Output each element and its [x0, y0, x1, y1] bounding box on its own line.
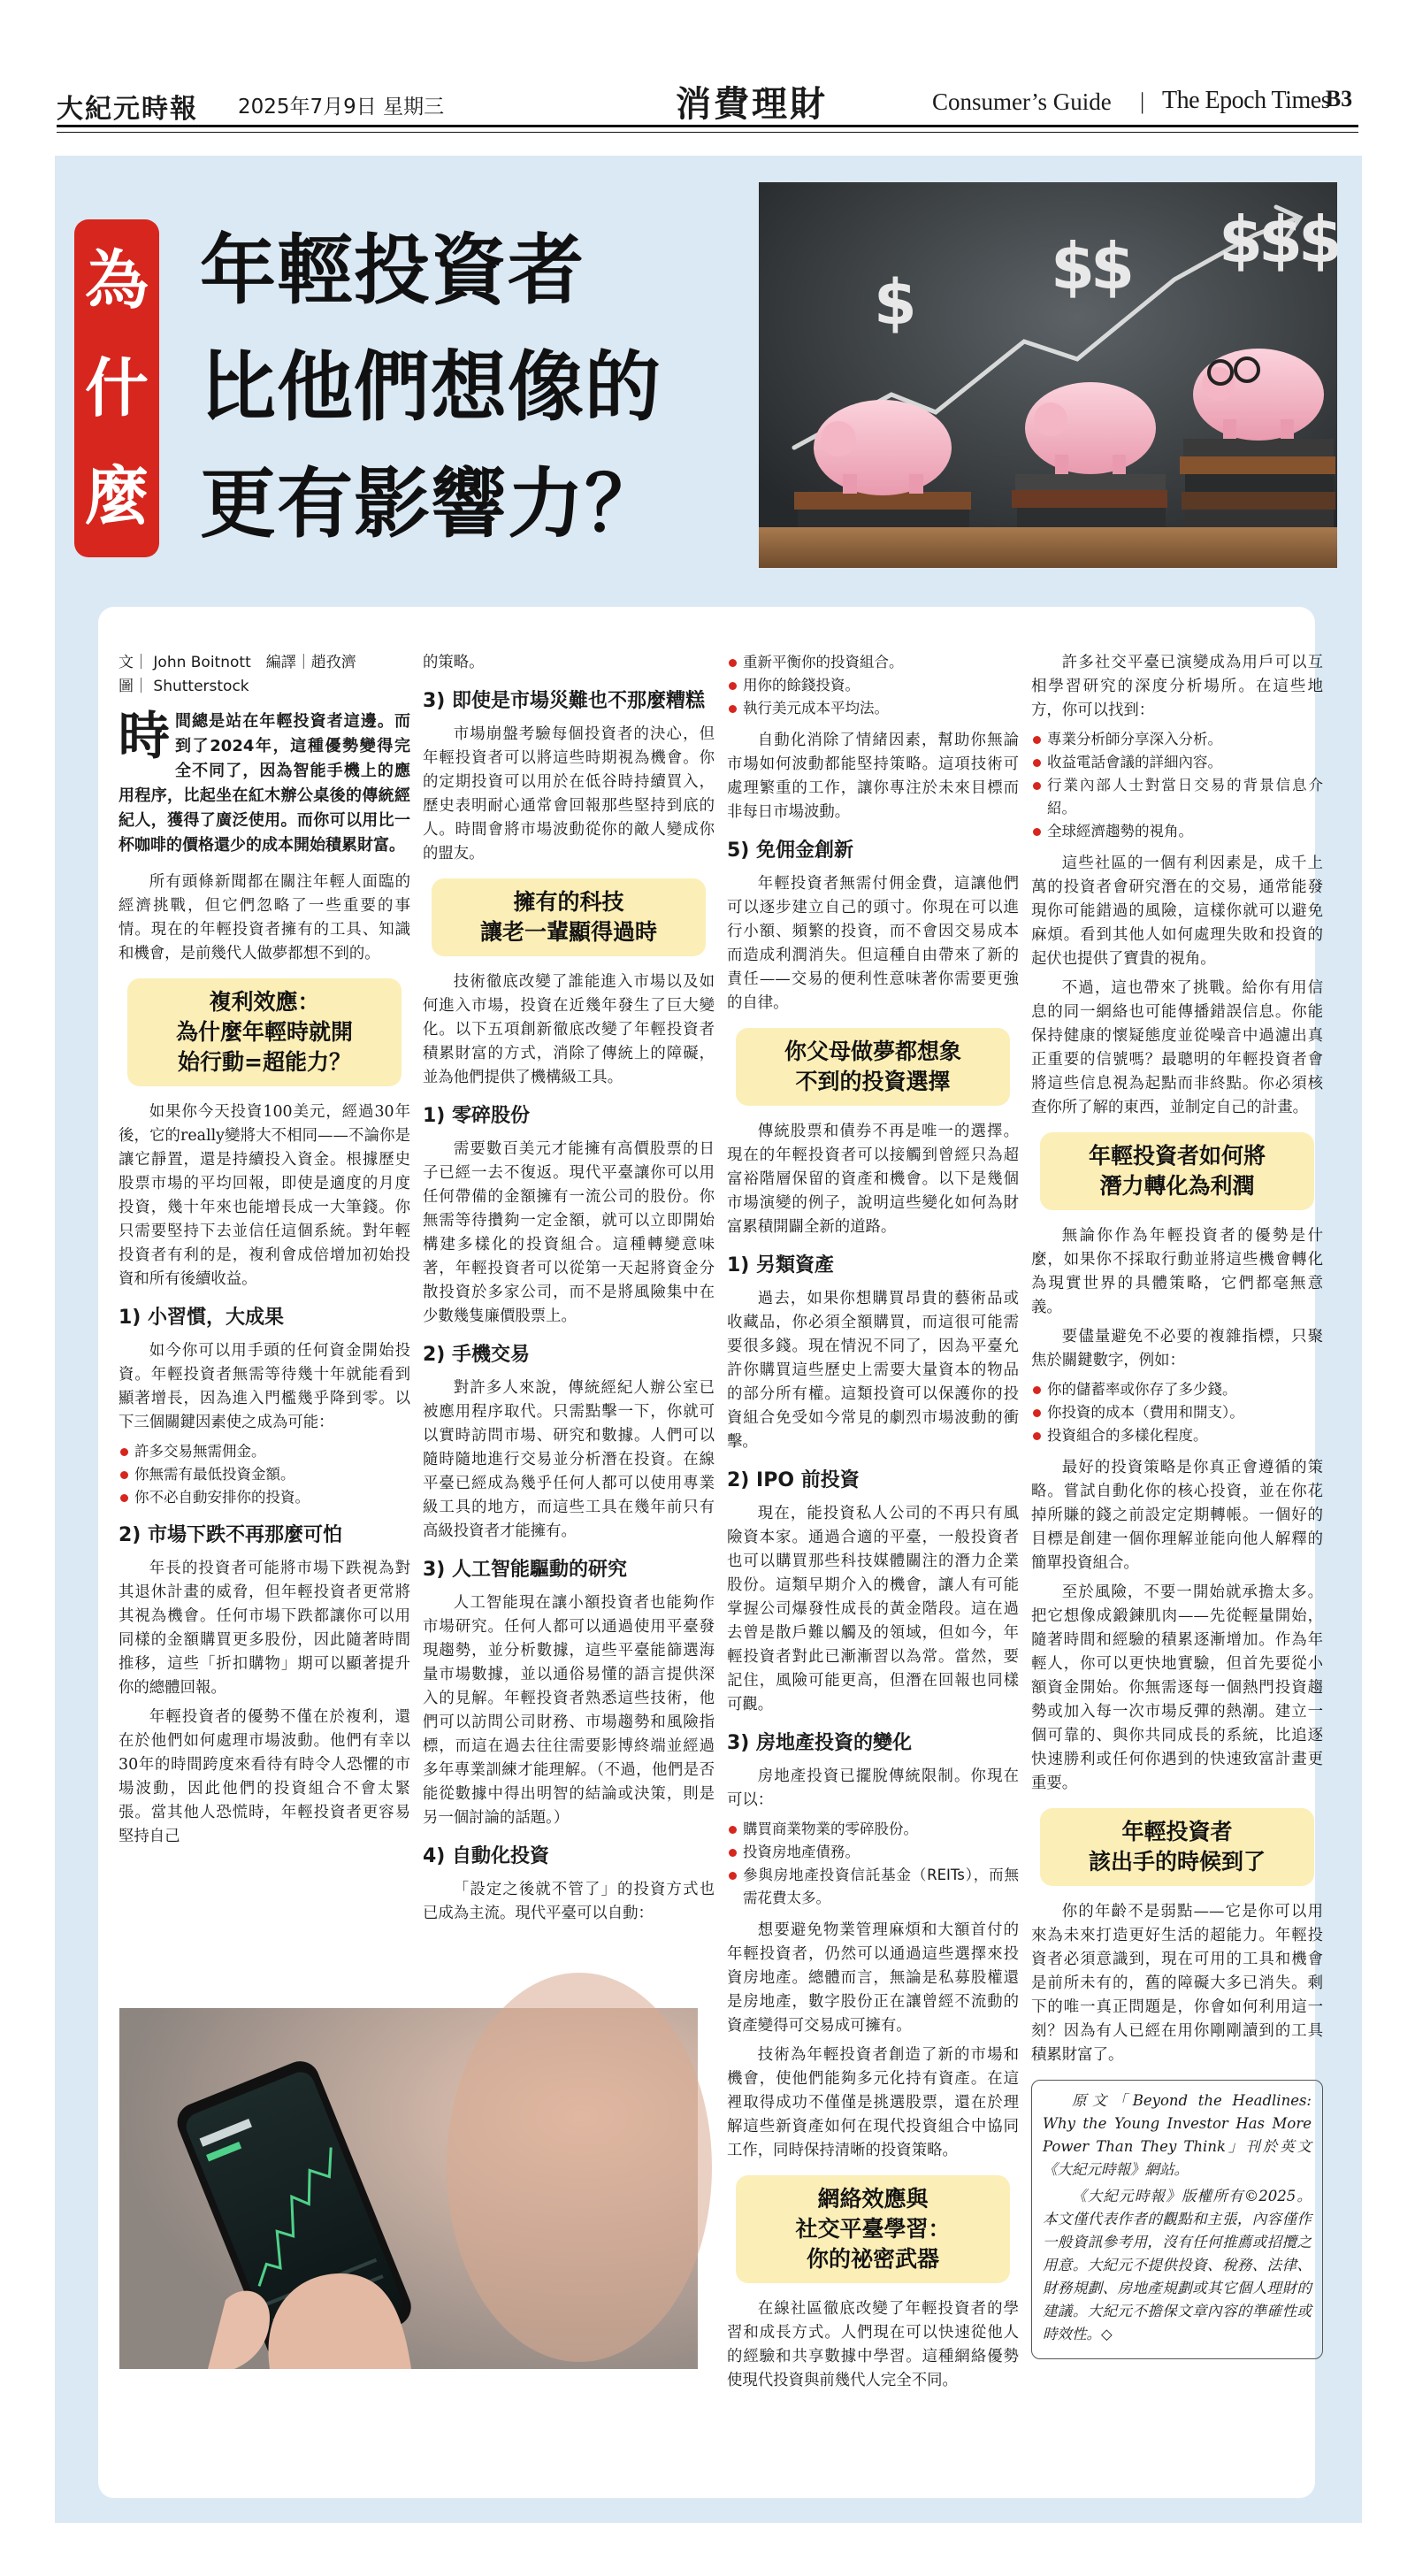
list-item: 你的儲蓄率或你存了多少錢。 [1031, 1378, 1323, 1401]
bullet-list [1031, 728, 1323, 843]
byline [119, 651, 410, 699]
svg-text:$: $ [1298, 203, 1343, 277]
issue-date: 2025年7月9日 星期三 [238, 96, 445, 119]
masthead-rule-thin [57, 132, 1358, 133]
list-item: 投資組合的多樣化程度。 [1031, 1424, 1323, 1447]
subheading: 1) 另類資產 [727, 1254, 835, 1276]
why-tag-char: 什 [84, 351, 149, 426]
headline-line: 比他們想像的 [200, 343, 662, 432]
callout-technology: 擁有的科技 讓老一輩顯得過時 [432, 878, 706, 956]
callout-network-effect: 網絡效應與 社交平臺學習： 你的祕密武器 [736, 2175, 1010, 2283]
paragraph: 至於風險，不要一開始就承擔太多。把它想像成鍛鍊肌肉——先從輕量開始，隨著時間和經驗的積累逐漸增加。作為年輕人，你可以更快地實驗，但首先要從小額資金開始。你無需逐每一個熱門投資趨勢或加入每一次市場反彈的熱潮。建立一個可靠的、與你共同成長的系統，比追逐快速勝利或任何你遇到的快速致富計畫更重要。 [1031, 1583, 1323, 1792]
headline-line: 年輕投資者 [200, 226, 585, 315]
paragraph: 年輕投資者的優勢不僅在於複利，還在於他們如何處理市場波動。他們有幸以30年的時間跨度來看待有時令人恐懼的市場波動，因此他們的投資組合不會太緊張。當其他人恐慌時，年輕投資者更容易堅持自己 [119, 1708, 410, 1845]
subheading: 1) 零碎股份 [423, 1105, 531, 1127]
subheading: 1) 小習慣，大成果 [119, 1307, 285, 1329]
paragraph: 最好的投資策略是你真正會遵循的策略。嘗試自動化你的核心投資，並在你花掉所賺的錢之前設定定期轉帳。一個好的目標是創建一個你理解並能向他人解釋的簡單投資組合。 [1031, 1459, 1323, 1572]
english-section-title: Consumer’s Guide [932, 88, 1112, 115]
list-item: 你投資的成本（費用和開支）。 [1031, 1401, 1323, 1424]
source-note-text: 原文「Beyond the Headlines: Why the Young Investor Has More Power Than They Think」刊於英文《大紀元時報》網站。 [1043, 2092, 1312, 2178]
piggy-bank-photo [759, 182, 1343, 568]
paragraph: 的策略。 [423, 654, 485, 671]
callout-time-to-act: 年輕投資者 該出手的時候到了 [1040, 1808, 1314, 1886]
bullet-list [1031, 1378, 1323, 1447]
paragraph: 想要避免物業管理麻煩和大額首付的年輕投資者，仍然可以通過這些選擇來投資房地產。總體而言，無論是私募股權還是房地產，數字股份正在讓曾經不流動的資產變得可交易成可擁有。 [727, 1921, 1019, 2035]
list-item: 重新平衡你的投資組合。 [727, 651, 1019, 674]
paragraph: 如果你今天投資100美元，經過30年後，它的really變將大不相同——不論你是讓它靜置，還是持續投入資金。根據歷史股票市場的平均回報，即使是適度的月度投資，幾十年來也能增長成一大筆錢。你只需要堅持下去並信任這個系統。對年輕投資者有利的是，複利會成倍增加初始投資和所有後續收益。 [119, 1103, 410, 1288]
byline-author: 文｜ John Boitnott 編譯｜趙孜濟 [119, 654, 356, 671]
subheading: 3) 房地產投資的變化 [727, 1732, 913, 1754]
copyright-disclaimer: 《大紀元時報》版權所有©2025。本文僅代表作者的觀點和主張，內容僅作一般資訊參考用，沒有任何推薦或招攬之用意。大紀元不提供投資、稅務、法律、財務規劃、房地產規劃或其它個人理財的建議。大紀元不擔保文章內容的準確性或時效性。◇ [1043, 2188, 1312, 2342]
subheading: 5) 免佣金創新 [727, 840, 854, 862]
list-item: 行業內部人士對當日交易的背景信息介紹。 [1031, 774, 1323, 820]
list-item: 全球經濟趨勢的視角。 [1031, 820, 1323, 843]
list-item: 收益電話會議的詳細內容。 [1031, 751, 1323, 774]
bullet-list [727, 1818, 1019, 1910]
paragraph: 需要數百美元才能擁有高價股票的日子已經一去不復返。現代平臺讓你可以用任何帶備的金額擁有一流公司的股份。你無需等待攢夠一定金額，就可以立即開始構建多樣化的投資組合。這種轉變意味著，年輕投資者可以從第一天起將資金分散投資於多家公司，而不是將風險集中在少數幾隻廉價股票上。 [423, 1140, 715, 1325]
column-4 [1031, 651, 1323, 2359]
masthead [57, 71, 1358, 127]
list-item: 許多交易無需佣金。 [119, 1440, 410, 1463]
subheading: 2) 手機交易 [423, 1344, 531, 1366]
svg-text:$: $ [1090, 229, 1136, 303]
subheading: 3) 人工智能驅動的研究 [423, 1559, 628, 1581]
lead-paragraph: 時間總是站在年輕投資者這邊。而到了2024年，這種優勢變得完全不同了，因為智能手機上的應用程序，比起坐在紅木辦公桌後的傳統經紀人，獲得了廣泛使用。而你可以用比一杯咖啡的價格還少的成本開始積累財富。 [119, 706, 410, 855]
column-2 [423, 651, 715, 1931]
paragraph: 現在，能投資私人公司的不再只有風險資本家。通過合適的平臺，一般投資者也可以購買那些科技媒體關注的潛力企業股份。這類早期介入的機會，讓人有可能掌握公司爆發性成長的黃金階段。這在過去曾是散戶難以觸及的領域，但如今，年輕投資者對此已漸漸習以為常。當然，要記住，風險可能更高，但潛在回報也同樣可觀。 [727, 1505, 1019, 1714]
paragraph: 要儘量避免不必要的複雜指標，只聚焦於關鍵數字，例如： [1031, 1328, 1323, 1369]
paragraph: 年輕投資者無需付佣金費，這讓他們可以逐步建立自己的頭寸。你現在可以進行小額、頻繁的投資，而不會因交易成本而造成利潤消失。但這種自由帶來了新的責任——交易的便利性意味著你需要更強的自律。 [727, 875, 1019, 1012]
list-item: 參與房地產投資信託基金（REITs），而無需花費太多。 [727, 1864, 1019, 1910]
paragraph: 這些社區的一個有利因素是，成千上萬的投資者會研究潛在的交易，通常能發現你可能錯過的風險，這樣你就可以避免麻煩。看到其他人如何處理失敗和投資的起伏也提供了寶貴的視角。 [1031, 855, 1323, 968]
callout-potential-to-profit: 年輕投資者如何將 潛力轉化為利潤 [1040, 1132, 1314, 1210]
paragraph: 技術徹底改變了誰能進入市場以及如何進入市場，投資在近幾年發生了巨大變化。以下五項創新徹底改變了年輕投資者積累財富的方式，消除了傳統上的障礙，並為他們提供了機構級工具。 [423, 973, 715, 1086]
list-item: 用你的餘錢投資。 [727, 674, 1019, 697]
paragraph: 所有頭條新聞都在關注年輕人面臨的經濟挑戰，但它們忽略了一些重要的事情。現在的年輕投資者擁有的工具、知識和機會，是前幾代人做夢都想不到的。 [119, 873, 410, 962]
svg-text:$: $ [1219, 203, 1264, 277]
paragraph: 傳統股票和債券不再是唯一的選擇。現在的年輕投資者可以接觸到曾經只為超富裕階層保留的資產和機會。以下是幾個市場演變的例子，說明這些變化如何為財富累積開闢全新的道路。 [727, 1123, 1019, 1236]
callout-investment-options: 你父母做夢都想象 不到的投資選擇 [736, 1028, 1010, 1106]
list-item: 執行美元成本平均法。 [727, 697, 1019, 720]
why-tag-char: 麼 [84, 459, 149, 533]
drop-cap: 時 [119, 706, 171, 766]
paragraph: 對許多人來說，傳統經紀人辦公室已被應用程序取代。只需點擊一下，你就可以實時訪問市場、研究和數據。人們可以隨時隨地進行交易並分析潛在投資。在線平臺已經成為幾乎任何人都可以使用專業級工具的地方，而這些工具在幾年前只有高級投資者才能擁有。 [423, 1379, 715, 1540]
paragraph: 「設定之後就不管了」的投資方式也已成為主流。現代平臺可以自動： [423, 1881, 715, 1922]
subheading: 2) 市場下跌不再那麼可怕 [119, 1524, 343, 1546]
list-item: 你不必自動安排你的投資。 [119, 1486, 410, 1509]
svg-text:$: $ [1258, 203, 1304, 277]
paragraph: 你的年齡不是弱點——它是你可以用來為未來打造更好生活的超能力。年輕投資者必須意識到，現在可用的工具和機會是前所未有的，舊的障礙大多已消失。剩下的唯一真正問題是，你會如何利用這一刻？因為有人已經在用你剛剛讀到的工具積累財富了。 [1031, 1903, 1323, 2064]
paragraph: 技術為年輕投資者創造了新的市場和機會，使他們能夠多元化持有資產。在這裡取得成功不僅僅是挑選股票，還在於理解這些新資產如何在現代投資組合中協同工作，同時保持清晰的投資策略。 [727, 2046, 1019, 2159]
list-item: 購買商業物業的零碎股份。 [727, 1818, 1019, 1841]
masthead-separator: | [1140, 88, 1145, 114]
paragraph: 如今你可以用手頭的任何資金開始投資。年輕投資者無需等待幾十年就能看到顯著增長，因為進入門檻幾乎降到零。以下三個關鍵因素使之成為可能： [119, 1342, 410, 1431]
smartphone-stock-chart-photo [119, 2008, 698, 2369]
section-title: 消費理財 [676, 84, 828, 125]
paragraph: 不過，這也帶來了挑戰。給你有用信息的同一網絡也可能傳播錯誤信息。你能保持健康的懷疑態度並從噪音中過濾出真正重要的信號嗎？最聰明的年輕投資者會將這些信息視為起點而非終點。你必須核查你所了解的東西，並制定自己的計畫。 [1031, 979, 1323, 1116]
paragraph: 年長的投資者可能將市場下跌視為對其退休計畫的威脅，但年輕投資者更常將其視為機會。任何市場下跌都讓你可以用同樣的金額購買更多股份，因此隨著時間推移，這些「折扣購物」期可以顯著提升你的總體回報。 [119, 1560, 410, 1697]
column-3 [727, 651, 1019, 2398]
svg-text:$: $ [1051, 229, 1096, 303]
subheading: 4) 自動化投資 [423, 1845, 550, 1867]
paragraph: 過去，如果你想購買昂貴的藝術品或收藏品，你必須全額購買，而這很可能需要很多錢。現在情況不同了，因為平臺允許你購買這些歷史上需要大量資本的物品的部分所有權。這類投資可以保護你的投資組合免受如今常見的劇烈市場波動的衝擊。 [727, 1290, 1019, 1451]
bullet-list [727, 651, 1019, 720]
list-item: 投資房地產債務。 [727, 1841, 1019, 1864]
bullet-list [119, 1440, 410, 1509]
paragraph: 房地產投資已擺脫傳統限制。你現在可以： [727, 1767, 1019, 1809]
page-number: B3 [1325, 86, 1353, 111]
column-1 [119, 651, 410, 1854]
paragraph: 在線社區徹底改變了年輕投資者的學習和成長方式。人們現在可以快速從他人的經驗和共享數據中學習。這種網絡優勢使現代投資與前幾代人完全不同。 [727, 2300, 1019, 2389]
list-item: 你無需有最低投資金額。 [119, 1463, 410, 1486]
headline [200, 212, 739, 563]
headline-line: 更有影響力？ [200, 460, 662, 548]
subheading: 2) IPO 前投資 [727, 1469, 860, 1491]
callout-compound-interest: 複利效應： 為什麼年輕時就開 始行動=超能力？ [127, 978, 402, 1086]
why-tag [74, 219, 159, 557]
source-note [1031, 2080, 1323, 2359]
paragraph: 許多社交平臺已演變成為用戶可以互相學習研究的深度分析場所。在這些地方，你可以找到： [1031, 654, 1323, 719]
byline-image-credit: 圖｜ Shutterstock [119, 678, 249, 695]
svg-text:$: $ [874, 266, 917, 339]
paragraph: 無論你作為年輕投資者的優勢是什麼，如果你不採取行動並將這些機會轉化為現實世界的具體策略，它們都毫無意義。 [1031, 1227, 1323, 1316]
masthead-rule [57, 125, 1358, 127]
why-tag-char: 為 [84, 243, 149, 318]
newspaper-logo[interactable]: 大紀元時報 [57, 94, 198, 125]
list-item: 專業分析師分享深入分析。 [1031, 728, 1323, 751]
paragraph: 人工智能現在讓小額投資者也能夠作市場研究。任何人都可以通過使用平臺發現趨勢，並分析數據，這些平臺能篩選海量市場數據，並以通俗易懂的語言提供深入的見解。年輕投資者熟悉這些技術，他們可以訪問公司財務、市場趨勢和風險指標，而這在過去往往需要影博終端並經過多年專業訓練才能理解。（不過，他們是否能從數據中得出明智的結論或決策，則是另一個討論的話題。） [423, 1594, 715, 1827]
epoch-times-wordmark[interactable]: The Epoch Times [1162, 87, 1331, 114]
paragraph: 自動化消除了情緒因素，幫助你無論市場如何波動都能堅持策略。這項技術可處理繁重的工作，讓你專注於未來目標而非每日市場波動。 [727, 732, 1019, 821]
paragraph: 市場崩盤考驗每個投資者的決心，但年輕投資者可以將這些時期視為機會。你的定期投資可以用於在低谷時持續買入，歷史表明耐心通常會回報那些堅持到底的人。時間會將市場波動從你的敵人變成你的盟友。 [423, 725, 715, 862]
subheading: 3) 即使是市場災難也不那麼糟糕 [423, 690, 706, 712]
